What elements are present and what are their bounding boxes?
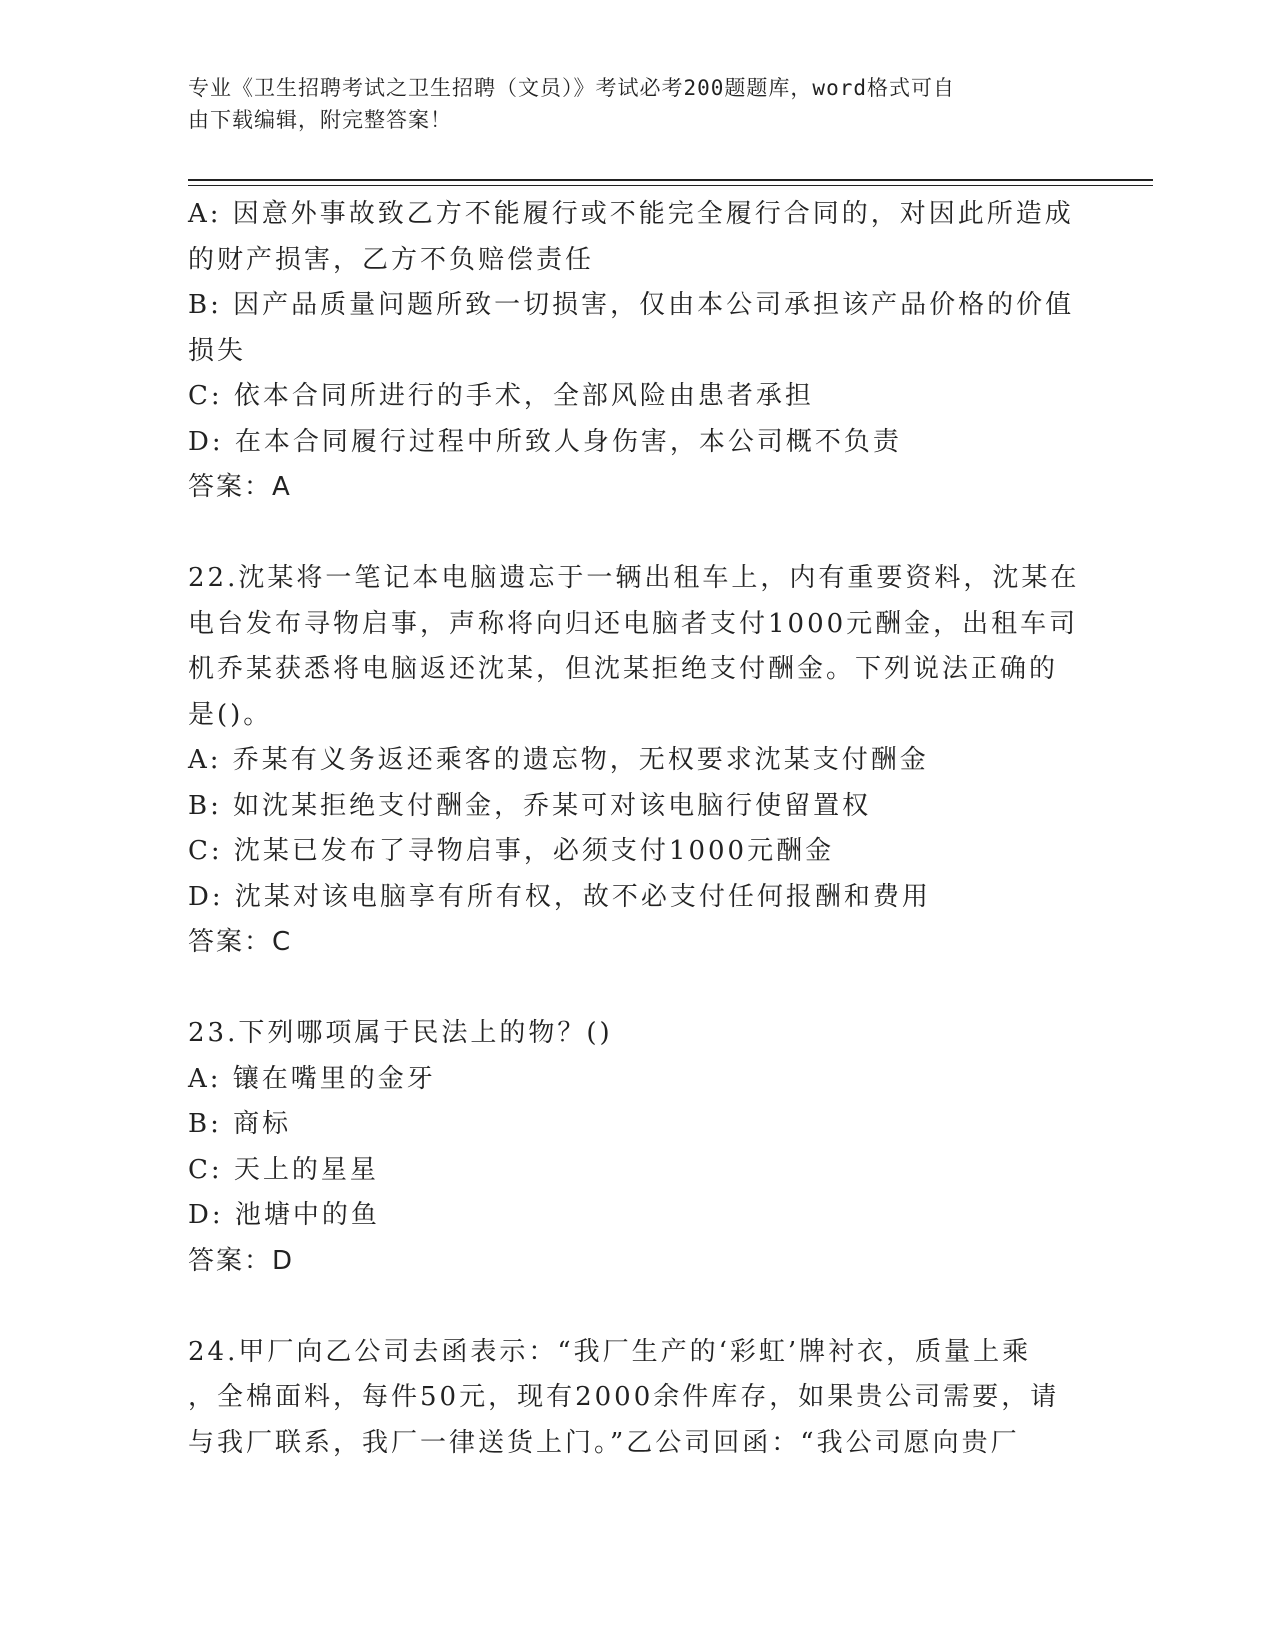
question-stem-line-1: 24.甲厂向乙公司去函表示：“我厂生产的‘彩虹’牌衬衣，质量上乘	[188, 1336, 1032, 1367]
option-b-line-2: 损失	[188, 335, 247, 366]
option-d: D: 池塘中的鱼	[188, 1200, 380, 1230]
answer-label: 答案：C	[188, 927, 293, 957]
question-stem-line-3: 机乔某获悉将电脑返还沈某，但沈某拒绝支付酬金。下列说法正确的	[188, 654, 1059, 684]
option-a-line-1: A: 因意外事故致乙方不能履行或不能完全履行合同的，对因此所造成	[188, 199, 1074, 229]
page-header	[188, 72, 1068, 136]
answer-label: 答案：D	[188, 1245, 295, 1276]
question-24-block	[188, 1330, 1088, 1467]
question-stem-line-1: 22.沈某将一笔记本电脑遗忘于一辆出租车上，内有重要资料，沈某在	[188, 563, 1080, 593]
option-c: C: 依本合同所进行的手术，全部风险由患者承担	[188, 381, 814, 411]
question-stem-line-2: ，全棉面料，每件50元，现有2000余件库存，如果贵公司需要，请	[188, 1382, 1060, 1412]
option-b: B: 商标	[188, 1109, 292, 1139]
option-b-line-1: B: 因产品质量问题所致一切损害，仅由本公司承担该产品价格的价值	[188, 290, 1075, 320]
question-content	[188, 192, 1088, 1466]
option-d: D: 沈某对该电脑享有所有权，故不必支付任何报酬和费用	[188, 881, 931, 912]
header-divider-thin	[188, 185, 1153, 186]
question-stem-line-3: 与我厂联系，我厂一律送货上门。”乙公司回函：“我公司愿向贵厂	[188, 1427, 1020, 1458]
header-line-2: 由下载编辑，附完整答案！	[188, 108, 452, 132]
option-a-line-2: 的财产损害，乙方不负赔偿责任	[188, 244, 595, 275]
question-22-block	[188, 556, 1088, 966]
option-b: B: 如沈某拒绝支付酬金，乔某可对该电脑行使留置权	[188, 790, 872, 821]
spacer	[188, 966, 1088, 1012]
header-line-1: 专业《卫生招聘考试之卫生招聘（文员）》考试必考200题题库，word格式可自	[188, 76, 955, 100]
question-stem-line-2: 电台发布寻物启事，声称将向归还电脑者支付1000元酬金，出租车司	[188, 608, 1079, 639]
option-c: C: 沈某已发布了寻物启事，必须支付1000元酬金	[188, 836, 835, 866]
option-d: D: 在本合同履行过程中所致人身伤害，本公司概不负责	[188, 426, 902, 457]
question-stem: 23.下列哪项属于民法上的物？()	[188, 1018, 613, 1048]
option-a: A: 乔某有义务返还乘客的遗忘物，无权要求沈某支付酬金	[188, 745, 929, 775]
question-21-block	[188, 192, 1088, 511]
header-divider-thick	[188, 179, 1153, 181]
spacer	[188, 511, 1088, 557]
answer-label: 答案：A	[188, 472, 292, 502]
option-c: C: 天上的星星	[188, 1154, 379, 1185]
spacer	[188, 1284, 1088, 1330]
option-a: A: 镶在嘴里的金牙	[188, 1063, 436, 1094]
question-stem-line-4: 是()。	[188, 699, 273, 730]
question-23-block	[188, 1011, 1088, 1284]
